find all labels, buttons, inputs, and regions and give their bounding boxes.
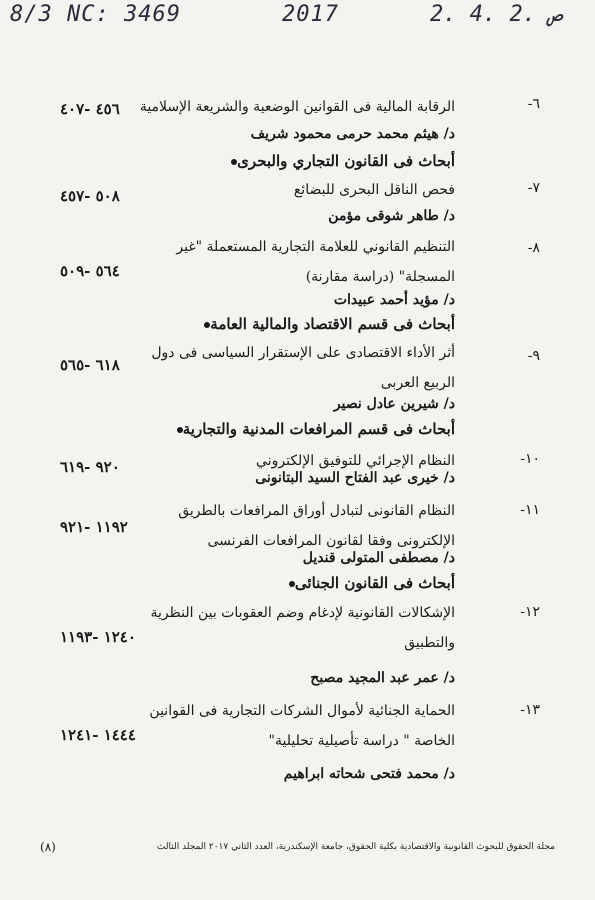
entry-pages: ٥٠٨ -٤٥٧ — [60, 187, 120, 205]
entry-author: د/ شيرين عادل نصير — [333, 396, 455, 412]
entry-title: التنظيم القانوني للعلامة التجارية المستعملة "غير المسجلة" (دراسة مقارنة) — [176, 239, 455, 285]
page-number: (٨) — [40, 840, 56, 854]
entry-number: ٩- — [527, 348, 540, 364]
footer-journal-text: مجلة الحقوق للبحوث القانونية والاقتصادية بكلية الحقوق، جامعة الإسكندرية، العدد الثاني ٢٠١٧ المجلد الثالث — [156, 842, 555, 852]
entry-number: ١٢- — [520, 604, 540, 620]
entry-title: الحماية الجنائية لأموال الشركات التجارية فى القوانين الخاصة " دراسة تأصيلية تحليلية" — [149, 703, 455, 749]
entry-pages: ١٢٤٠ -١١٩٣ — [60, 628, 136, 646]
entry-author: د/ مصطفى المتولى قنديل — [302, 550, 455, 566]
entry-title: فحص الناقل البحرى للبضائع — [293, 182, 455, 198]
entry-author: د/ عمر عبد المجيد مصبح — [310, 670, 455, 686]
section-heading: أبحاث فى القانون الجنائى — [279, 574, 455, 592]
entry-author: د/ طاهر شوقى مؤمن — [328, 208, 455, 224]
entry-pages: ١١٩٢ -٩٢١ — [60, 518, 128, 536]
entry-number: ١١- — [520, 502, 540, 518]
handwritten-annotation-year: 2017 — [282, 2, 339, 27]
entry-number: ١٠- — [520, 451, 540, 467]
entry-pages: ٩٢٠ -٦١٩ — [60, 458, 120, 476]
entry-number: ٧- — [527, 180, 540, 196]
entry-title: النظام الإجرائي للتوفيق الإلكتروني — [256, 453, 455, 469]
entry-number: ٦- — [527, 96, 540, 112]
entry-title: أثر الأداء الاقتصادى على الإستقرار السياسى فى دول الربيع العربى — [151, 345, 455, 391]
entry-pages: ٦١٨ -٥٦٥ — [60, 356, 120, 374]
entry-title: الإشكالات القانونية لإدغام وضم العقوبات بين النظرية والتطبيق — [150, 605, 455, 651]
section-heading: أبحاث فى القانون التجاري والبحرى — [221, 152, 455, 170]
entry-pages: ٥٦٤ -٥٠٩ — [60, 262, 120, 280]
entry-author: د/ محمد فتحى شحاته ابراهيم — [283, 766, 455, 782]
entry-number: ١٣- — [520, 702, 540, 718]
section-heading: أبحاث فى قسم الاقتصاد والمالية العامة — [194, 315, 455, 333]
entry-title: الرقابة المالية فى القوانين الوضعية والشريعة الإسلامية — [139, 99, 455, 115]
entry-title: النظام القانونى لتبادل أوراق المرافعات بالطريق الإلكترونى وفقا لقانون المرافعات الفرنسى — [178, 503, 455, 549]
section-heading: أبحاث فى قسم المرافعات المدنية والتجارية — [167, 420, 455, 438]
handwritten-annotation-left: 8/3 NC: 3469 — [10, 2, 181, 27]
entry-number: ٨- — [527, 240, 540, 256]
entry-author: د/ مؤيد أحمد عبيدات — [333, 292, 455, 308]
entry-pages: ١٤٤٤ -١٢٤١ — [60, 726, 136, 744]
entry-author: د/ هيثم محمد حرمى محمود شريف — [250, 126, 455, 142]
entry-pages: ٤٥٦ -٤٠٧ — [60, 100, 120, 118]
entry-author: د/ خيرى عبد الفتاح السيد البتانونى — [255, 470, 455, 486]
handwritten-annotation-right: 2. 4. 2. ص — [430, 2, 563, 27]
page-footer — [40, 842, 555, 852]
